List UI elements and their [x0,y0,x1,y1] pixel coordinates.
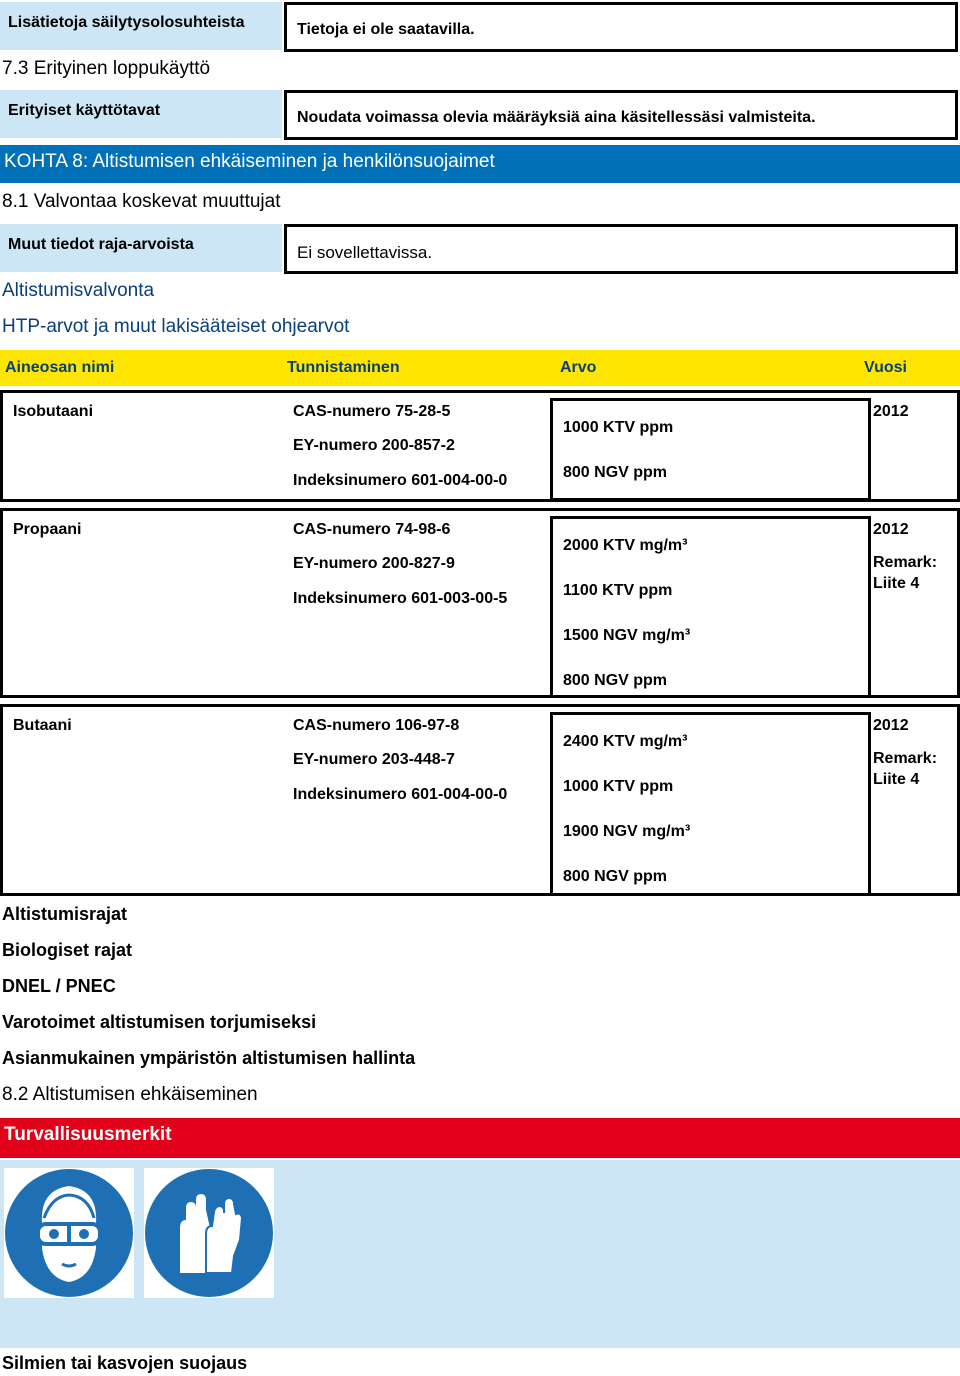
remark: Remark: Liite 4 [873,750,938,788]
item-precautions: Varotoimet altistumisen torjumiseksi [2,1012,317,1032]
ec-number: EY-numero 203-448-7 [293,751,455,768]
special-use-value: Noudata voimassa olevia määräyksiä aina käsitellessäsi valmisteita. [284,90,958,140]
value-cell [550,516,871,698]
safety-signs-panel [0,1160,960,1348]
item-exposure-limits: Altistumisrajat [2,904,128,924]
storage-label: Lisätietoja säilytysolosuhteista [0,2,282,50]
header-year: Vuosi [864,359,907,376]
cas-number: CAS-numero 75-28-5 [293,403,451,420]
section-8-title: KOHTA 8: Altistumisen ehkäiseminen ja henkilönsuojaimet [0,145,960,183]
index-number: Indeksinumero 601-004-00-0 [293,472,508,489]
special-use-label: Erityiset käyttötavat [0,90,282,138]
limit-value: 1100 KTV ppm [563,582,673,599]
cas-number: CAS-numero 106-97-8 [293,717,460,734]
remark: Remark: Liite 4 [873,554,938,592]
header-identification: Tunnistaminen [287,359,400,376]
index-number: Indeksinumero 601-004-00-0 [293,786,508,803]
limit-value: 1000 KTV ppm [563,778,674,795]
item-environmental-control: Asianmukainen ympäristön altistumisen hallinta [2,1048,416,1068]
substance-name: Isobutaani [13,403,94,420]
limit-info-value: Ei sovellettavissa. [284,224,958,274]
substance-name: Butaani [13,717,72,734]
cas-number: CAS-numero 74-98-6 [293,521,451,538]
safety-signs-title: Turvallisuusmerkit [0,1118,960,1158]
value-cell [550,712,871,896]
section-7-3-title: 7.3 Erityinen loppukäyttö [2,58,211,79]
limit-value: 800 NGV ppm [563,672,668,689]
substance-name: Propaani [13,521,82,538]
year: 2012 [873,717,909,734]
ec-number: EY-numero 200-857-2 [293,437,455,454]
htp-title: HTP-arvot ja muut lakisääteiset ohjearvot [2,316,350,337]
limit-value: 1500 NGV mg/m³ [563,627,691,644]
limit-value: 1000 KTV ppm [563,419,674,436]
limit-value: 800 NGV ppm [563,464,668,481]
section-8-2-title: 8.2 Altistumisen ehkäiseminen [2,1084,258,1105]
header-name: Aineosan nimi [5,359,115,376]
exposure-control-title: Altistumisvalvonta [2,280,155,301]
table-row [0,704,960,896]
face-protection-label: Silmien tai kasvojen suojaus [2,1353,248,1373]
year: 2012 [873,403,909,420]
section-8-1-title: 8.1 Valvontaa koskevat muuttujat [2,191,281,212]
limit-value: 2400 KTV mg/m³ [563,733,688,750]
value-cell [550,398,871,501]
limit-value: 800 NGV ppm [563,868,668,885]
limit-value: 2000 KTV mg/m³ [563,537,688,554]
year: 2012 [873,521,909,538]
limit-info-label: Muut tiedot raja-arvoista [0,224,282,272]
storage-value: Tietoja ei ole saatavilla. [284,2,958,52]
ec-number: EY-numero 200-827-9 [293,555,455,572]
item-dnel-pnec: DNEL / PNEC [2,976,116,996]
table-row [0,390,960,502]
item-biological-limits: Biologiset rajat [2,940,133,960]
gloves-icon [144,1168,274,1298]
index-number: Indeksinumero 601-003-00-5 [293,590,508,607]
limit-value: 1900 NGV mg/m³ [563,823,691,840]
header-value: Arvo [560,359,597,376]
table-row [0,508,960,698]
face-protection-icon [4,1168,134,1298]
table-header [0,350,960,386]
